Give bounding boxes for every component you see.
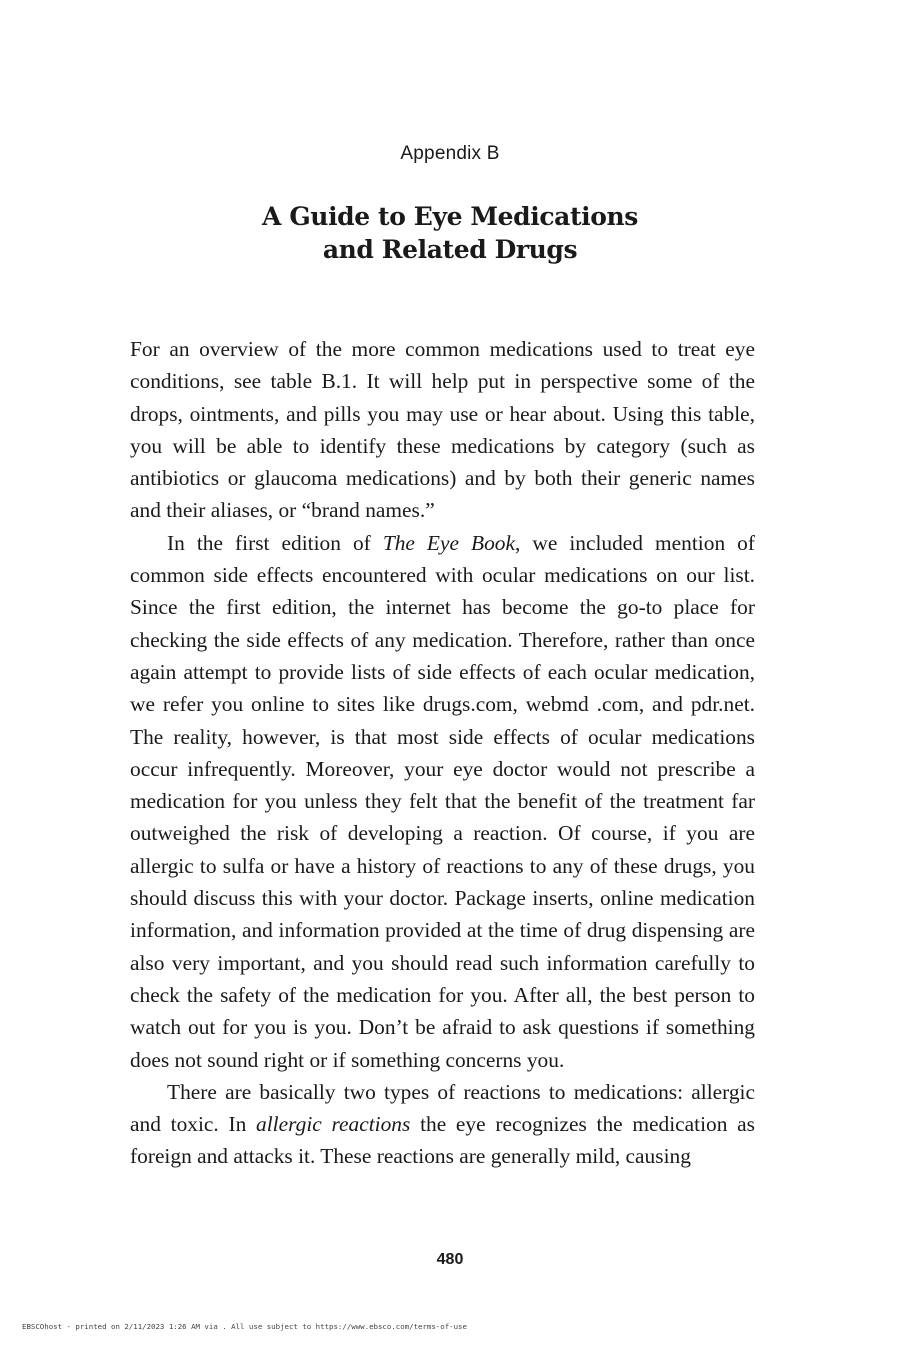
paragraph-3-text-start: There are basically two types of reactions to medications: allergic and toxic. In	[130, 1079, 755, 1137]
body-text	[130, 333, 755, 1173]
paragraph-2-text-end: , we included mention of common side effects encountered with ocular medications on our list. Since the first edition, the internet has become the go-to place for checking the side effects of any medication. Therefore, rather than once again attempt to provide lists of side effects of each ocular medication, we refer you online to sites like drugs.com, webmd .com, and pdr.net. The reality, however, is that most side effects of ocular medications occur infrequently. Moreover, your eye doctor would not prescribe a medication for you unless they felt that the benefit of the treatment far outweighed the risk of developing a reaction. Of course, if you are allergic to sulfa or have a history of reactions to any of these drugs, you should discuss this with your doctor. Package inserts, online medication information, and information provided at the time of drug dispensing are also very important, and you should read such information carefully to check the safety of the medication for you. After all, the best person to watch out for you is you. Don’t be afraid to ask questions if something does not sound right or if something concerns you.	[130, 530, 755, 1072]
page-number: 480	[436, 1251, 464, 1268]
chapter-title-line-1: A Guide to Eye Medications	[262, 202, 638, 231]
paragraph-2	[130, 527, 755, 1076]
paragraph-2-text-start: In the first edition of	[167, 530, 383, 555]
chapter-title	[0, 200, 900, 266]
paragraph-3	[130, 1076, 755, 1173]
paragraph-3-text-end: the eye recognizes the medication as foreign and attacks it. These reactions are generally mild, causing	[130, 1112, 755, 1169]
book-title: The Eye Book	[382, 530, 515, 555]
chapter-title-line-2: and Related Drugs	[322, 235, 578, 264]
appendix-label: Appendix B	[400, 143, 500, 164]
footer-notice: EBSCOhost - printed on 2/11/2023 1:26 AM via . All use subject to https://www.ebsco.com/terms-of-use	[22, 1322, 467, 1331]
term-allergic-reactions: allergic reactions	[256, 1112, 411, 1137]
paragraph-1: For an overview of the more common medications used to treat eye conditions, see table B.1. It will help put in perspective some of the drops, ointments, and pills you may use or hear about. Using this table, you will be able to identify these medications by category (such as antibiotics or glaucoma medications) and by both their generic names and their aliases, or “brand names.”	[130, 337, 755, 523]
